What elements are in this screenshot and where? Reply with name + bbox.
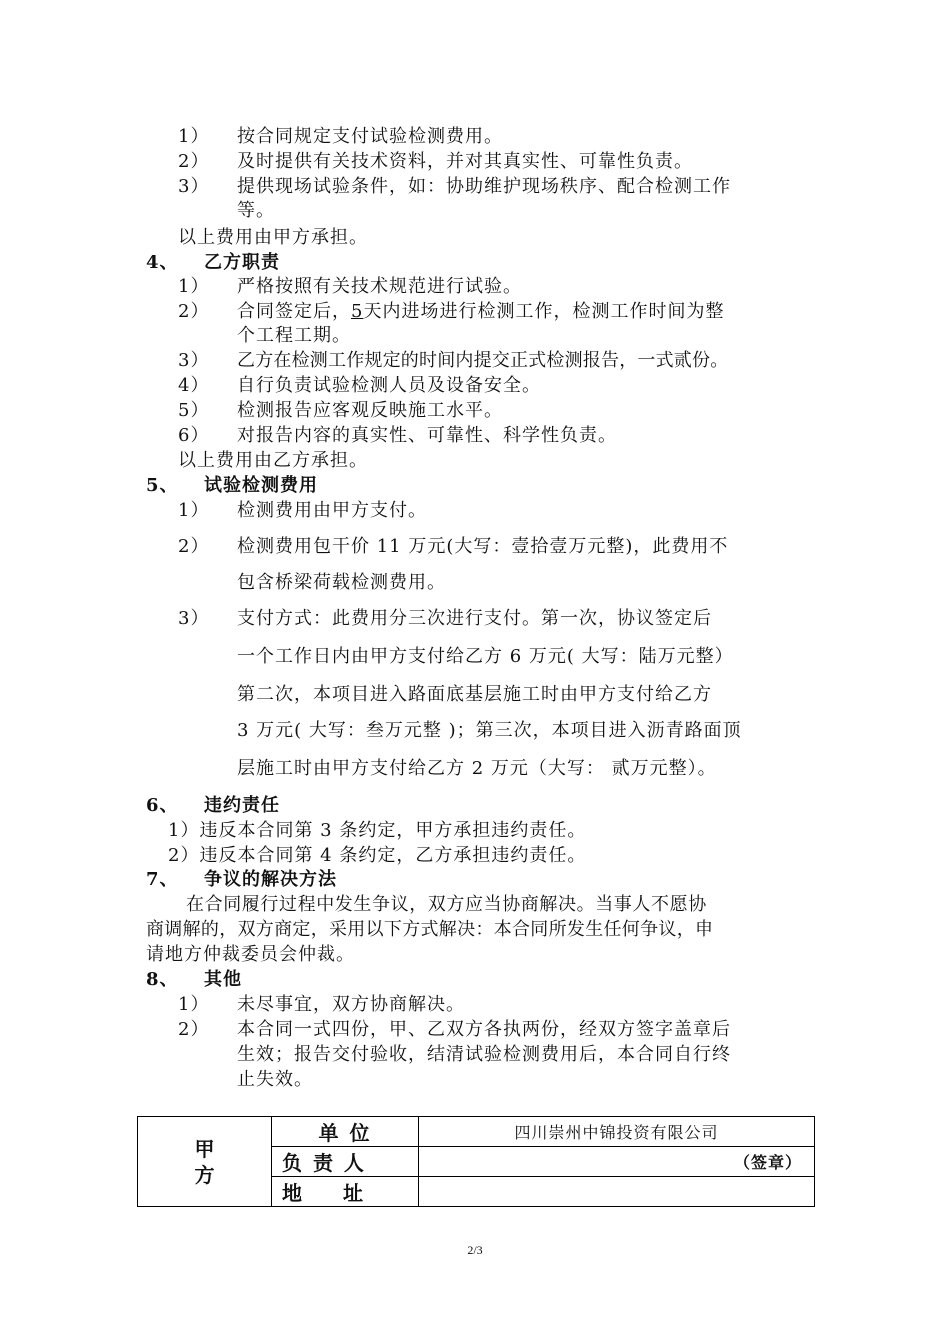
item-text: 层施工时由甲方支付给乙方 2 万元（大写： 贰万元整）。 [237, 758, 717, 779]
text-part: 天内进场进行检测工作，检测工作时间为整 [363, 301, 725, 322]
note-text: 以上费用由甲方承担。 [178, 227, 368, 248]
party-label: 甲方 [194, 1136, 215, 1187]
unit-label: 单 位 [272, 1117, 419, 1147]
item-text: 未尽事宜，双方协商解决。 [237, 994, 465, 1015]
item-number: 4） [178, 375, 210, 396]
item-text: 检测费用由甲方支付。 [237, 500, 427, 521]
section-number: 4、 [146, 252, 179, 273]
item-text: 第二次，本项目进入路面底基层施工时由甲方支付给乙方 [237, 684, 712, 705]
unit-value: 四川崇州中锦投资有限公司 [419, 1117, 815, 1147]
item-number: 1） [178, 994, 210, 1015]
item-text: 等。 [237, 200, 275, 221]
address-value[interactable] [419, 1177, 815, 1207]
address-label: 地 址 [272, 1177, 419, 1207]
section-title: 其他 [204, 969, 242, 990]
party-cell [138, 1117, 272, 1207]
signature-stamp-field[interactable]: （签章） [419, 1147, 815, 1177]
item-number: 6） [178, 425, 210, 446]
item-number: 2） [178, 1019, 210, 1040]
item-text: 自行负责试验检测人员及设备安全。 [237, 375, 541, 396]
item-number: 1） [178, 126, 210, 147]
section-number: 7、 [146, 869, 179, 890]
item-text: 1）违反本合同第 3 条约定，甲方承担违约责任。 [168, 820, 587, 841]
item-text: 对报告内容的真实性、可靠性、科学性负责。 [237, 425, 617, 446]
item-number: 2） [178, 536, 210, 557]
section-number: 5、 [146, 475, 179, 496]
item-number: 3） [178, 608, 210, 629]
item-text: 检测费用包干价 11 万元(大写：壹拾壹万元整)，此费用不 [237, 536, 729, 557]
item-text: 乙方在检测工作规定的时间内提交正式检测报告，一式贰份。 [237, 350, 729, 371]
item-text: 一个工作日内由甲方支付给乙方 6 万元( 大写：陆万元整） [237, 646, 734, 667]
item-text: 包含桥梁荷载检测费用。 [237, 572, 446, 593]
item-text: 严格按照有关技术规范进行试验。 [237, 276, 522, 297]
text-part: 合同签定后， [237, 301, 351, 322]
item-text: 按合同规定支付试验检测费用。 [237, 126, 503, 147]
item-number: 2） [178, 151, 210, 172]
item-text [237, 301, 724, 323]
item-text: 3 万元( 大写：叁万元整 )；第三次，本项目进入沥青路面顶 [237, 720, 742, 741]
section-number: 6、 [146, 795, 179, 816]
item-number: 1） [178, 276, 210, 297]
item-text: 本合同一式四份，甲、乙双方各执两份，经双方签字盖章后 [237, 1019, 731, 1040]
section-title: 乙方职责 [204, 252, 280, 273]
item-text: 支付方式：此费用分三次进行支付。第一次，协议签定后 [237, 608, 712, 629]
signature-table [137, 1116, 815, 1207]
item-text: 止失效。 [237, 1069, 313, 1090]
item-text: 提供现场试验条件，如：协助维护现场秩序、配合检测工作 [237, 176, 731, 197]
item-text: 生效；报告交付验收，结清试验检测费用后，本合同自行终 [237, 1044, 731, 1065]
item-number: 1） [178, 500, 210, 521]
page-number: 2/3 [467, 1243, 483, 1257]
item-text: 2）违反本合同第 4 条约定，乙方承担违约责任。 [168, 845, 587, 866]
section-title: 争议的解决方法 [204, 869, 337, 890]
section-number: 8、 [146, 969, 179, 990]
item-text: 个工程工期。 [237, 325, 351, 346]
section-title: 违约责任 [204, 795, 280, 816]
item-number: 3） [178, 176, 210, 197]
section-title: 试验检测费用 [204, 475, 318, 496]
person-label: 负 责 人 [272, 1147, 419, 1177]
days-value: 5 [351, 301, 364, 322]
item-number: 2） [178, 301, 210, 322]
item-number: 3） [178, 350, 210, 371]
paragraph-text: 商调解的，双方商定，采用以下方式解决：本合同所发生任何争议，申 [146, 919, 714, 940]
item-text: 检测报告应客观反映施工水平。 [237, 400, 503, 421]
paragraph-text: 在合同履行过程中发生争议，双方应当协商解决。当事人不愿协 [186, 894, 707, 915]
item-text: 及时提供有关技术资料，并对其真实性、可靠性负责。 [237, 151, 693, 172]
note-text: 以上费用由乙方承担。 [178, 450, 368, 471]
paragraph-text: 请地方仲裁委员会仲裁。 [146, 944, 355, 965]
item-number: 5） [178, 400, 210, 421]
